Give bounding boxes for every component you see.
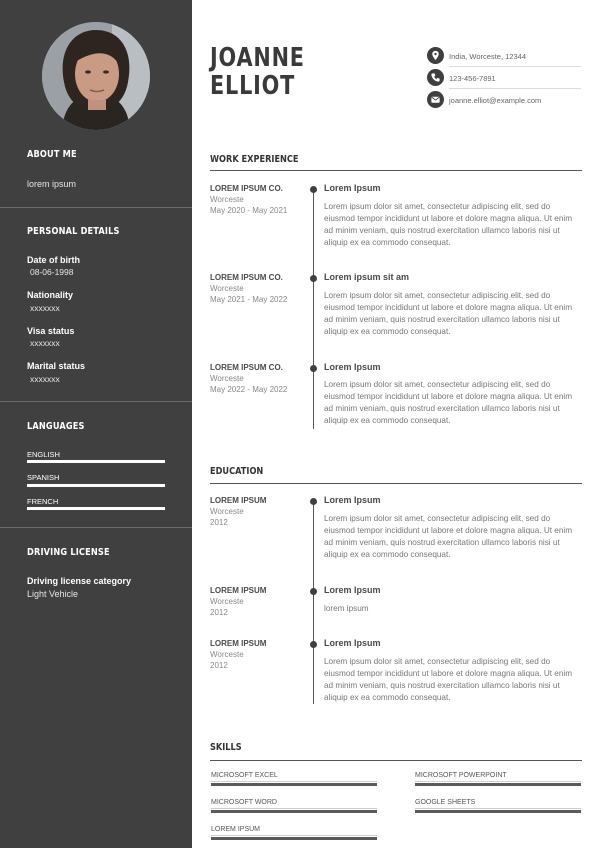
about-heading: ABOUT ME <box>27 149 77 160</box>
timeline-dot <box>310 275 317 282</box>
last-name: ELLIOT <box>210 71 296 101</box>
work-experience-heading: WORK EXPERIENCE <box>210 154 299 165</box>
skill-divider <box>211 781 377 782</box>
contact-address: India, Worceste, 12344 <box>449 52 526 61</box>
contact-phone: 123-456-7891 <box>449 74 496 83</box>
education-year: 2012 <box>210 608 228 617</box>
work-location: Worceste <box>210 374 244 383</box>
marital-status-value: xxxxxxx <box>30 374 60 384</box>
work-location: Worceste <box>210 284 244 293</box>
driving-license-value: Light Vehicle <box>27 589 79 599</box>
skills-heading: SKILLS <box>210 742 242 753</box>
language-level-bar <box>27 507 165 510</box>
education-description: Lorem ipsum dolor sit amet, consectetur adipiscing elit, sed do eiusmod tempor incididunt ut labore et dolore magna aliqua. Ut enim ad minim veniam, quis nostrud exercitation ullamco laboris nisi ut aliquip ex ea commodo consequat. <box>324 514 573 559</box>
timeline-dot <box>310 498 317 505</box>
sidebar-divider <box>0 401 192 402</box>
timeline-dot <box>310 641 317 648</box>
work-description: Lorem ipsum dolor sit amet, consectetur adipiscing elit, sed do eiusmod tempor incididunt ut labore et dolore magna aliqua. Ut enim ad minim veniam, quis nostrud exercitation ullamco laboris nisi ut aliquip ex ea commodo consequat. <box>324 202 573 247</box>
skill-level-bar <box>211 783 377 786</box>
education-year: 2012 <box>210 661 228 670</box>
language-label-english: ENGLISH <box>27 450 60 459</box>
skill-level-bar <box>211 837 377 840</box>
languages-heading: LANGUAGES <box>27 421 85 432</box>
contact-divider <box>449 88 581 89</box>
dob-label: Date of birth <box>27 255 80 265</box>
sidebar <box>0 0 192 848</box>
education-heading: EDUCATION <box>210 466 264 477</box>
work-dates: May 2021 - May 2022 <box>210 295 288 304</box>
education-location: Worceste <box>210 597 244 606</box>
skill-label: MICROSOFT WORD <box>211 799 277 806</box>
education-title: Lorem Ipsum <box>324 495 381 505</box>
skill-label: LOREM IPSUM <box>211 826 261 833</box>
work-company: LOREM IPSUM CO. <box>210 363 283 372</box>
sidebar-divider <box>0 527 192 528</box>
skill-level-bar <box>415 783 581 786</box>
skill-divider <box>211 808 377 809</box>
personal-details-heading: PERSONAL DETAILS <box>27 226 120 237</box>
phone-icon <box>427 69 444 86</box>
profile-photo <box>42 22 150 130</box>
education-school: LOREM IPSUM <box>210 639 267 648</box>
section-rule <box>210 483 582 484</box>
work-company: LOREM IPSUM CO. <box>210 273 283 282</box>
first-name: JOANNE <box>210 43 305 73</box>
work-dates: May 2022 - May 2022 <box>210 385 288 394</box>
email-icon <box>427 91 444 108</box>
visa-status-label: Visa status <box>27 326 75 336</box>
timeline-dot <box>310 186 317 193</box>
section-rule <box>210 760 582 761</box>
education-year: 2012 <box>210 518 228 527</box>
sidebar-divider <box>0 207 192 208</box>
marital-status-label: Marital status <box>27 361 86 371</box>
skill-divider <box>211 835 377 836</box>
dob-value: 08-06-1998 <box>30 267 74 277</box>
skill-divider <box>415 808 581 809</box>
education-school: LOREM IPSUM <box>210 496 267 505</box>
nationality-label: Nationality <box>27 290 74 300</box>
work-description: Lorem ipsum dolor sit amet, consectetur adipiscing elit, sed do eiusmod tempor incididunt ut labore et dolore magna aliqua. Ut enim ad minim veniam, quis nostrud exercitation ullamco laboris nisi ut aliquip ex ea commodo consequat. <box>324 291 573 336</box>
timeline-dot <box>310 588 317 595</box>
education-timeline <box>313 502 314 704</box>
about-text: lorem ipsum <box>27 179 77 189</box>
work-company: LOREM IPSUM CO. <box>210 184 283 193</box>
driving-license-label: Driving license category <box>27 576 132 586</box>
education-location: Worceste <box>210 650 244 659</box>
driving-license-heading: DRIVING LICENSE <box>27 547 110 558</box>
contact-email: joanne.elliot@example.com <box>449 96 542 105</box>
education-description: lorem ipsum <box>324 604 369 613</box>
timeline-dot <box>310 365 317 372</box>
skill-divider <box>415 781 581 782</box>
education-location: Worceste <box>210 507 244 516</box>
language-label-spanish: SPANISH <box>27 473 60 482</box>
work-title: Lorem Ipsum <box>324 183 381 193</box>
skill-label: MICROSOFT EXCEL <box>211 772 278 779</box>
skill-label: MICROSOFT POWERPOINT <box>415 772 507 779</box>
portrait-image <box>42 22 150 130</box>
work-location: Worceste <box>210 195 244 204</box>
work-description: Lorem ipsum dolor sit amet, consectetur adipiscing elit, sed do eiusmod tempor incididunt ut labore et dolore magna aliqua. Ut enim ad minim veniam, quis nostrud exercitation ullamco laboris nisi ut aliquip ex ea commodo consequat. <box>324 380 573 425</box>
skill-level-bar <box>211 810 377 813</box>
skill-level-bar <box>415 810 581 813</box>
contact-divider <box>449 66 581 67</box>
education-title: Lorem Ipsum <box>324 638 381 648</box>
skill-label: GOOGLE SHEETS <box>415 799 476 806</box>
visa-status-value: xxxxxxx <box>30 338 60 348</box>
language-level-bar <box>27 460 165 463</box>
language-label-french: FRENCH <box>27 497 59 506</box>
section-rule <box>210 170 582 171</box>
work-title: Lorem ipsum sit am <box>324 272 410 282</box>
work-timeline <box>313 189 314 429</box>
education-description: Lorem ipsum dolor sit amet, consectetur adipiscing elit, sed do eiusmod tempor incididunt ut labore et dolore magna aliqua. Ut enim ad minim veniam, quis nostrud exercitation ullamco laboris nisi ut aliquip ex ea commodo consequat. <box>324 657 573 702</box>
education-school: LOREM IPSUM <box>210 586 267 595</box>
nationality-value: xxxxxxx <box>30 303 60 313</box>
language-level-bar <box>27 484 165 487</box>
location-pin-icon <box>427 47 444 64</box>
education-title: Lorem Ipsum <box>324 585 381 595</box>
work-title: Lorem Ipsum <box>324 362 381 372</box>
work-dates: May 2020 - May 2021 <box>210 206 288 215</box>
